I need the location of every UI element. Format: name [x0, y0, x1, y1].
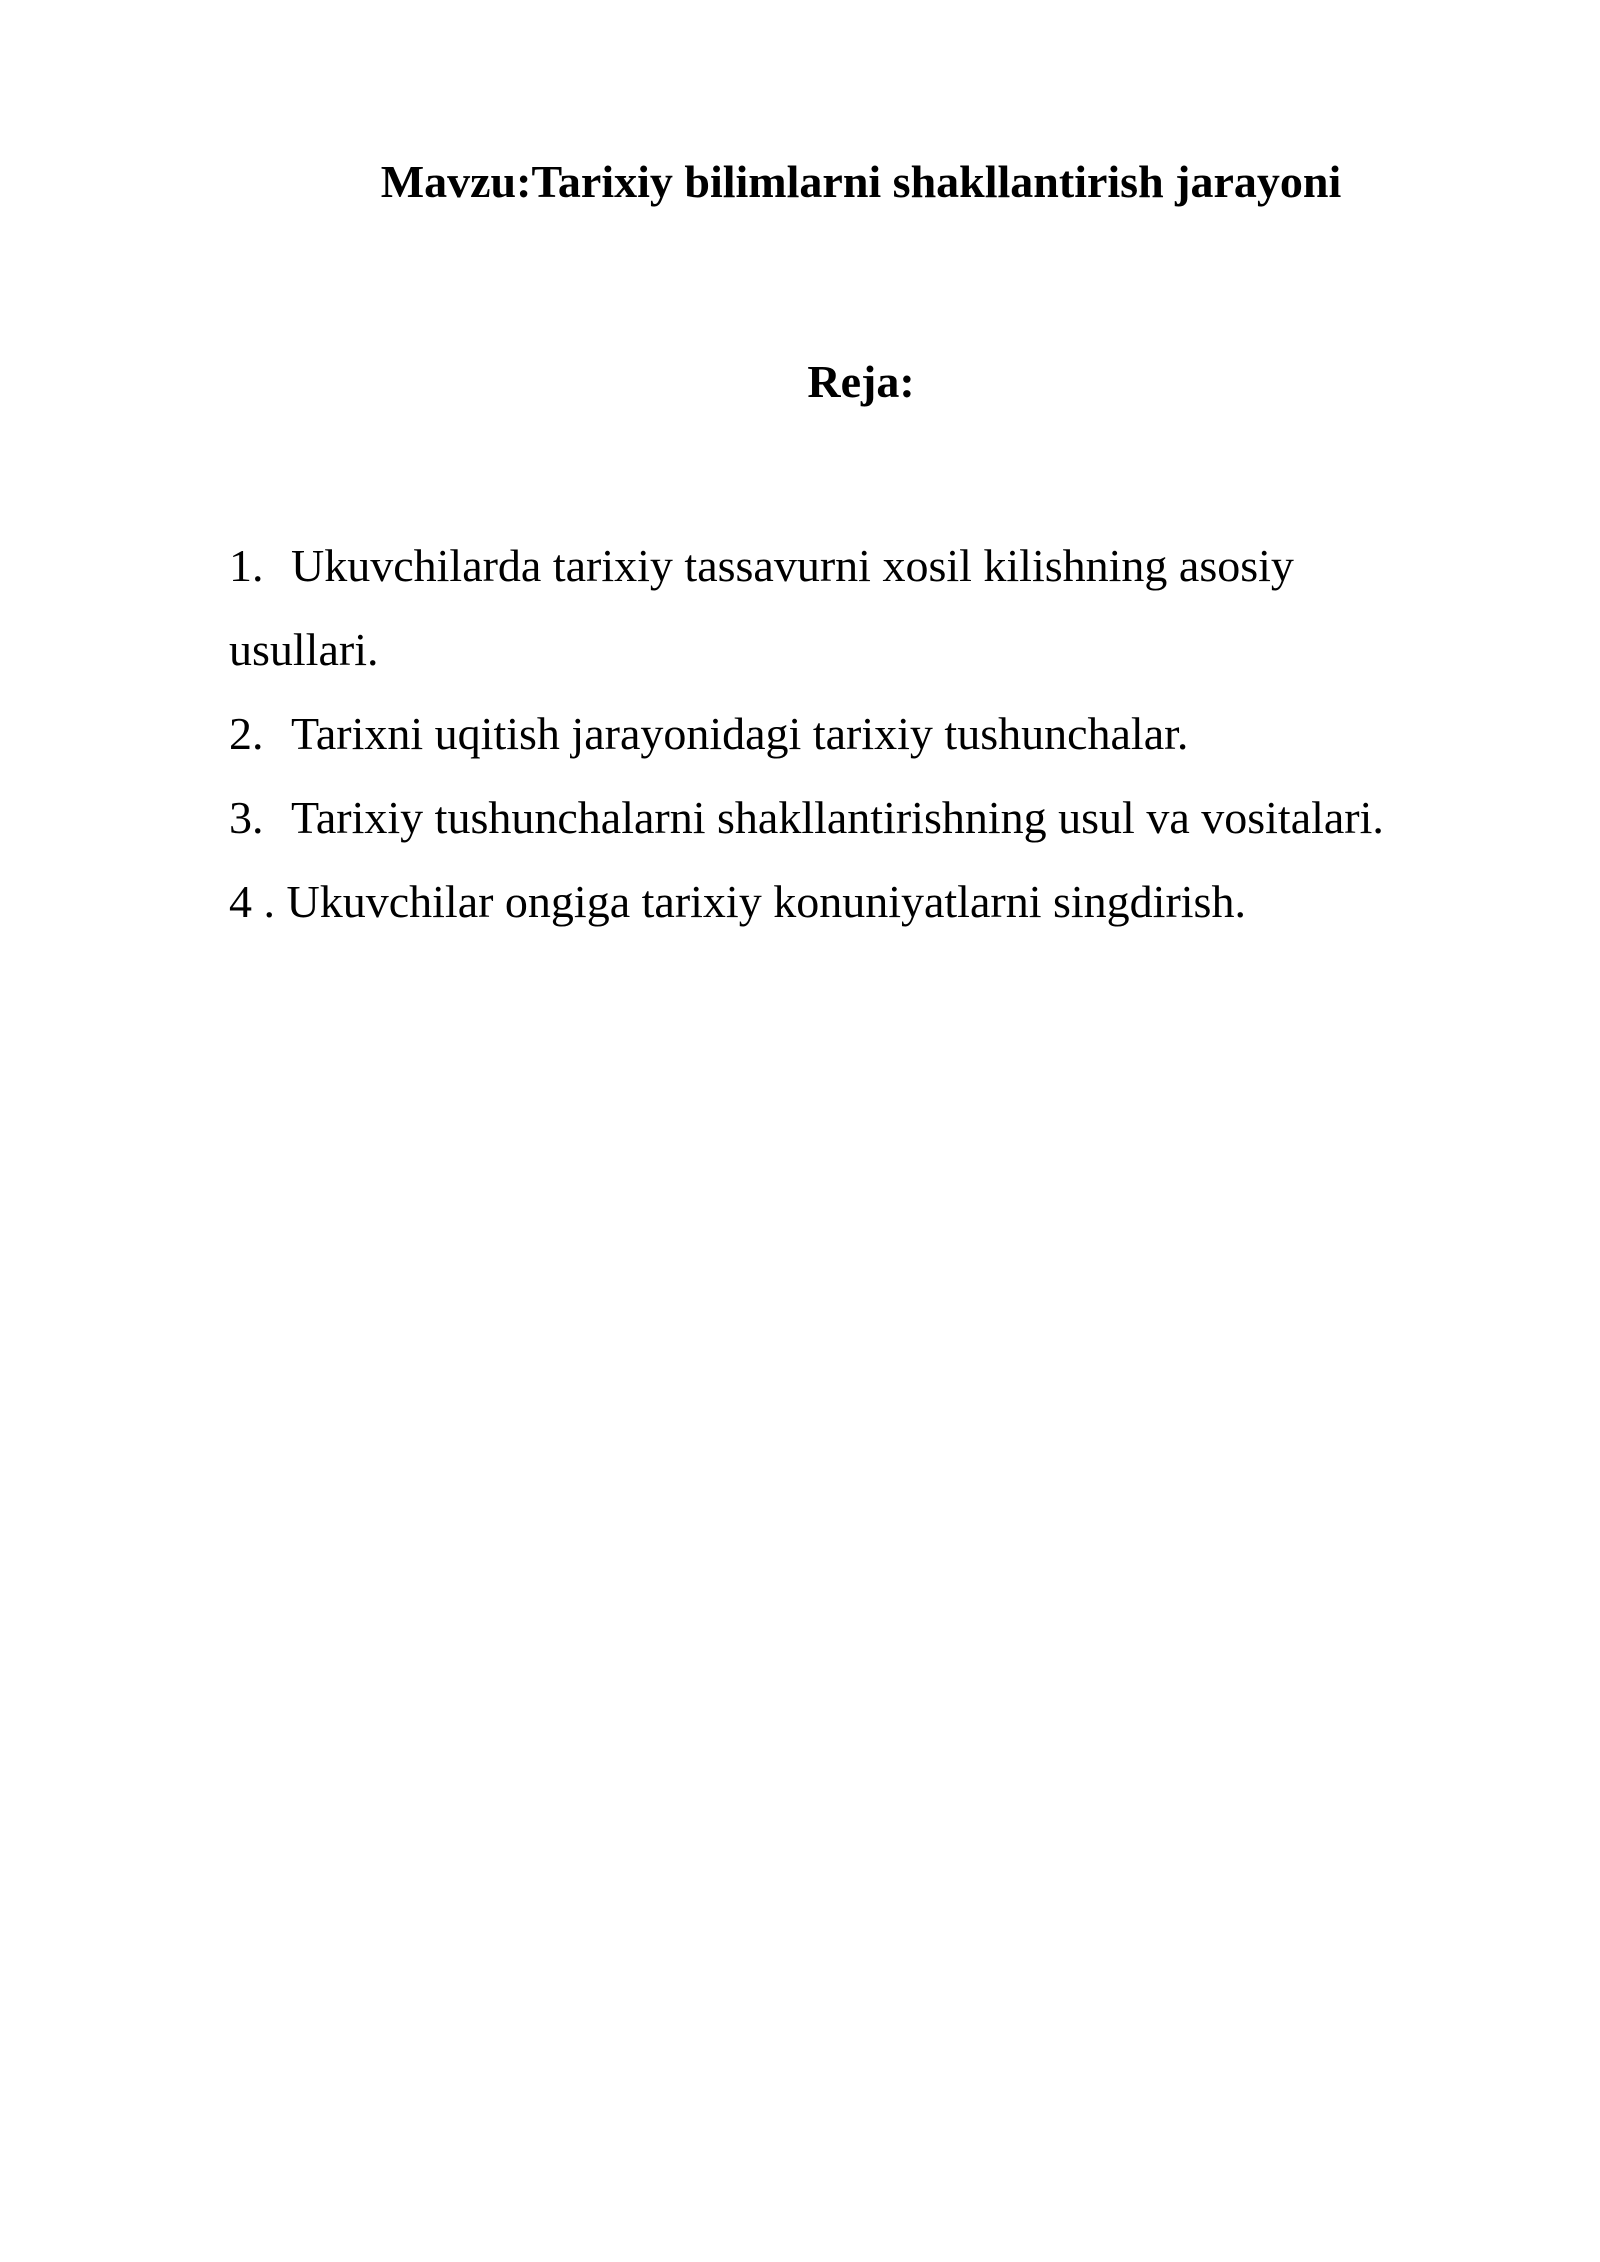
plan-item-number: 4 .: [229, 876, 275, 927]
plan-item-text: usullari.: [229, 624, 379, 675]
plan-item-text: Ukuvchilarda tarixiy tassavurni xosil kilishning asosiy: [291, 540, 1294, 591]
plan-item-number: 2.: [229, 708, 264, 759]
plan-item-text: Ukuvchilar ongiga tarixiy konuniyatlarni singdirish.: [286, 876, 1246, 927]
plan-item-text: Tarixiy tushunchalarni shakllantirishning usul va vositalari.: [291, 792, 1384, 843]
plan-item-1: [229, 524, 1479, 608]
plan-item-text: Tarixni uqitish jarayonidagi tarixiy tushunchalar.: [291, 708, 1189, 759]
plan-item-4: [229, 860, 1479, 944]
plan-item-number: 3.: [229, 792, 264, 843]
plan-item-number: 1.: [229, 540, 264, 591]
plan-heading: Reja:: [807, 356, 915, 407]
plan-list: [229, 524, 1479, 944]
page-title: Mavzu:Tarixiy bilimlarni shakllantirish jarayoni: [380, 156, 1342, 207]
plan-item-1-continuation: [229, 608, 1479, 692]
plan-item-2: [229, 692, 1479, 776]
plan-item-3: [229, 776, 1479, 860]
